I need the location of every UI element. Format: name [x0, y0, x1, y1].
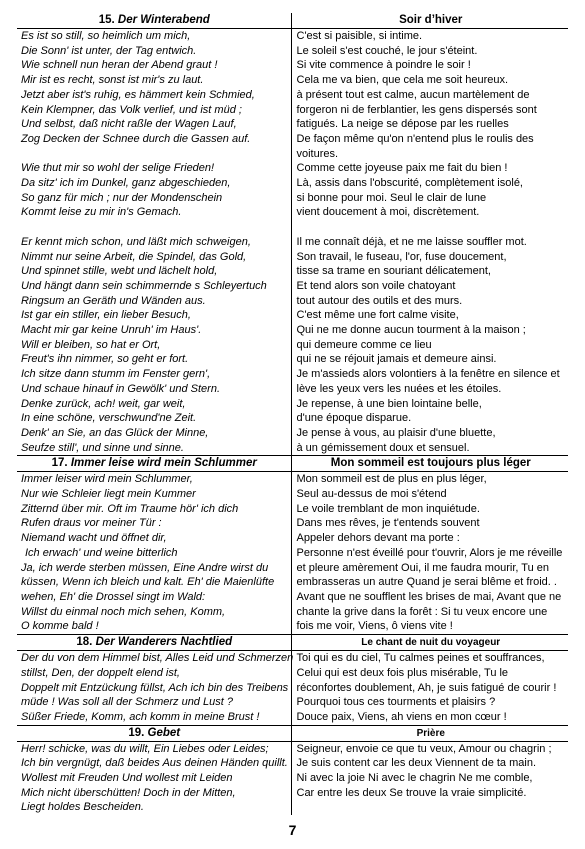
verse-line: Rufen draus vor meiner Tür : [21, 517, 162, 530]
stanza-gap [297, 220, 566, 235]
verse-line: Zitternd über mir. Oft im Traume hör' ich dich [21, 502, 239, 515]
verse-line: Wollest mit Freuden Und wollest mit Leiden [21, 772, 233, 785]
translation-line: d'une époque disparue. [296, 412, 412, 425]
poem-18-title-fr: Le chant de nuit du voyageur [291, 635, 568, 651]
verse-line: Kein Klempner, das Volk verlief, und ist müd ; [21, 103, 242, 116]
verse-line: Immer leiser wird mein Schlummer, [21, 473, 193, 486]
poem-19-body-row [17, 741, 568, 815]
verse-line: Da sitz' ich im Dunkel, ganz abgeschieden, [21, 177, 231, 190]
translation-line: tout autour des outils et des murs. [296, 294, 463, 307]
poem-17-number: 17. [51, 457, 68, 470]
verse-line: Niemand wacht und öffnet dir, [21, 532, 167, 545]
translation-line: Je suis content car les deux Viennent de ta main. [296, 757, 536, 770]
translation-line: Je pense à vous, au plaisir d'une bluette, [296, 426, 496, 439]
poem-17-title-text: Immer leise wird mein Schlummer [70, 457, 257, 470]
translation-line: si bonne pour moi. Seul le clair de lune [296, 191, 487, 204]
translation-line: tisse sa trame en souriant délicatement, [296, 265, 491, 278]
verse-line: Ich erwach' und weine bitterlich [25, 546, 178, 559]
translation-line: à présent tout est calme, aucun martèlement de forgeron ni de ferblantier, les gens dispersés sont fatigués. La neige se dépose par les ruelles [296, 88, 537, 131]
verse-line: Nur wie Schleier liegt mein Kummer [21, 488, 196, 501]
poem-15-title-fr: Soir d’hiver [291, 13, 568, 29]
poem-19-title-de [17, 725, 291, 741]
translation-line: C'est même une fort calme visite, [296, 309, 459, 322]
poem-19-header-row [17, 725, 568, 741]
verse-line: küssen, Wenn ich bleich und kalt. Eh' die Maienlüfte [21, 576, 275, 589]
page-number: 7 [288, 822, 297, 838]
translation-line: à un gémissement doux et sensuel. [296, 441, 470, 454]
poem-17-body-row [17, 472, 568, 635]
verse-line: Zog Decken der Schnee durch die Gassen auf. [21, 132, 251, 145]
translation-line: Son travail, le fuseau, l'or, fuse doucement, [296, 250, 507, 263]
verse-line: Jetzt aber ist's ruhig, es hämmert kein Schmied, [21, 88, 255, 101]
poem-15-title-text: Der Winterabend [117, 14, 210, 26]
verse-line: Kommt leise zu mir in's Gemach. [21, 206, 182, 219]
poem-17-title-de [17, 456, 291, 472]
verse-line: Die Sonn' ist unter, der Tag entwich. [21, 44, 197, 57]
verse-line: Und hängt dann sein schimmernde s Schleyertuch [21, 279, 267, 292]
verse-line: Doppelt mit Entzückung füllst, Ach ich bin des Treibens [21, 681, 289, 694]
verse-line: Wie schnell nun heran der Abend graut ! [21, 59, 218, 72]
poem-19-german-text [17, 741, 291, 815]
translation-line: Il me connaît déjà, et ne me laisse souffler mot. [296, 235, 527, 248]
poem-15-title-de [17, 13, 291, 29]
poem-18-header-row [17, 635, 568, 651]
poem-19-title-text: Gebet [147, 726, 181, 739]
translation-line: Le voile tremblant de mon inquiétude. [296, 502, 480, 515]
translation-line: Je m'assieds alors volontiers à la fenêtre en silence et lève les yeux vers les nuées et les étoiles. [296, 368, 560, 395]
translation-line: De façon même qu'on n'entend plus le roulis des voitures. [296, 132, 534, 160]
verse-line: Und spinnet stille, webt und lächelt hold, [21, 265, 218, 278]
verse-line: Denke zurück, ach! weit, gar weit, [21, 397, 186, 410]
verse-line: Freut's ihn nimmer, so geht er fort. [21, 353, 189, 366]
translation-line: Celui qui est deux fois plus misérable, Tu le réconfortes doublement, Ah, je suis fatigué de courir ! [296, 666, 557, 694]
verse-line: Mich nicht überschütten! Doch in der Mitten, [21, 786, 236, 799]
poem-17-header-row [17, 456, 568, 472]
stanza-gap [21, 220, 288, 235]
verse-line: wehen, Eh' die Drossel singt im Wald: [21, 591, 206, 603]
translation-line: Dans mes rêves, je t'entends souvent [296, 517, 480, 530]
verse-line: stillst, Den, der doppelt elend ist, [21, 666, 180, 679]
verse-line: Will er bleiben, so hat er Ort, [21, 338, 161, 351]
verse-line: Ist gar ein stiller, ein lieber Besuch, [21, 309, 191, 322]
verse-line: müde ! Was soll all der Schmerz und Lust ? [21, 696, 233, 709]
poem-19-title-fr: Prière [291, 725, 568, 741]
verse-line: Willst du einmal noch mich sehen, Komm, [21, 605, 226, 618]
translation-line: Le soleil s'est couché, le jour s'éteint. [296, 44, 478, 57]
poem-17-title-fr: Mon sommeil est toujours plus léger [291, 456, 568, 472]
verse-line: Ich bin vergnügt, daß beides Aus deinen Händen quillt. [21, 757, 288, 770]
verse-line: Ringsum an Geräth und Wänden aus. [21, 294, 206, 307]
translation-line: Pourquoi tous ces tourments et plaisirs ? [296, 696, 496, 709]
translation-line: C'est si paisible, si intime. [296, 30, 423, 42]
translation-line: Là, assis dans l'obscurité, complètement isolé, [296, 177, 523, 190]
poem-15-body-row [17, 29, 568, 456]
verse-line: Und selbst, daß nicht raßle der Wagen Lauf, [21, 118, 237, 131]
verse-line: Süßer Friede, Komm, ach komm in meine Brust ! [21, 710, 260, 723]
translation-line: Mon sommeil est de plus en plus léger, [296, 473, 487, 486]
translation-line: Douce paix, Viens, ah viens en mon cœur ! [296, 710, 507, 723]
verse-line: Wie thut mir so wohl der selige Frieden! [21, 162, 215, 175]
verse-line: Seufze still', und sinne und sinne. [21, 441, 184, 454]
poem-17-german-text [17, 472, 291, 635]
verse-line: Denk' an Sie, an das Glück der Minne, [21, 426, 209, 439]
translation-line: Toi qui es du ciel, Tu calmes peines et souffrances, [296, 652, 545, 665]
poem-15-number: 15. [98, 14, 115, 26]
translation-line: Seigneur, envoie ce que tu veux, Amour ou chagrin ; [296, 742, 552, 755]
poem-17-french-text [291, 472, 568, 635]
verse-line: Liegt holdes Bescheiden. [21, 801, 144, 814]
translation-line: Comme cette joyeuse paix me fait du bien ! [296, 162, 508, 175]
poem-18-french-text [291, 651, 568, 726]
verse-line: Herr! schicke, was du willt, Ein Liebes oder Leides; [21, 742, 269, 755]
poem-18-body-row [17, 651, 568, 726]
translation-line: Seul au-dessus de moi s'étend [296, 488, 447, 501]
verse-line: Macht mir gar keine Unruh' im Haus'. [21, 324, 202, 337]
translation-line: Et tend alors son voile chatoyant [296, 279, 456, 292]
translation-line: Personne n'est éveillé pour t'ouvrir, Alors je me réveille et pleure amèrement Oui, il me faudra mourir, Tu en embrasseras un autre Quand je serai blême et froid. . Avant que ne soufflent les brises de mai, Avant que ne chante la grive dans la forêt : Si tu veux encore une fois me voir, Viens, ô viens vite ! [296, 546, 563, 633]
verse-line: O komme bald ! [21, 620, 99, 633]
verse-line: So ganz für mich ; nur der Mondenschein [21, 191, 223, 204]
poem-15-header-row [17, 13, 568, 29]
stanza-gap [21, 147, 288, 162]
verse-line: Ich sitze dann stumm im Fenster gern', [21, 368, 211, 381]
verse-line: Ja, ich werde sterben müssen, Eine Andre wirst du [21, 561, 269, 574]
poem-15-french-text [291, 29, 568, 456]
translation-line: Car entre les deux Se trouve la vraie simplicité. [296, 786, 527, 799]
poem-18-german-text [17, 651, 294, 726]
translation-line: Si vite commence à poindre le soir ! [296, 59, 471, 72]
translation-line: qui ne se réjouit jamais et demeure ainsi. [296, 353, 497, 366]
verse-line: Mir ist es recht, sonst ist mir's zu laut. [21, 74, 204, 87]
poem-18-number: 18. [76, 636, 93, 649]
translation-line: Qui ne me donne aucun tourment à la maison ; [296, 324, 526, 337]
verse-line: Nimmt nur seine Arbeit, die Spindel, das Gold, [21, 250, 247, 263]
translation-line: qui demeure comme ce lieu [296, 338, 432, 351]
verse-line: Der du von dem Himmel bist, Alles Leid und Schmerzen [21, 652, 294, 665]
poem-19-french-text [291, 741, 568, 815]
translation-line: vient doucement à moi, discrètement. [296, 206, 480, 219]
translation-line: Je repense, à une bien lointaine belle, [296, 397, 482, 410]
lied-translation-page [17, 13, 568, 815]
translation-line: Appeler dehors devant ma porte : [296, 532, 460, 545]
translation-line: Cela me va bien, que cela me soit heureux. [296, 74, 509, 87]
poem-19-number: 19. [128, 726, 145, 739]
verse-line: Er kennt mich schon, und läßt mich schweigen, [21, 235, 251, 248]
verse-line: Und schaue hinauf in Gewölk' und Stern. [21, 382, 220, 395]
verse-line: Es ist so still, so heimlich um mich, [21, 30, 191, 42]
poem-translation-table [17, 13, 568, 815]
poem-18-title-text: Der Wanderers Nachtlied [95, 636, 233, 649]
poem-18-title-de [17, 635, 291, 651]
poem-15-german-text [17, 29, 291, 456]
verse-line: In eine schöne, verschwund'ne Zeit. [21, 412, 197, 425]
translation-line: Ni avec la joie Ni avec le chagrin Ne me comble, [296, 772, 533, 785]
